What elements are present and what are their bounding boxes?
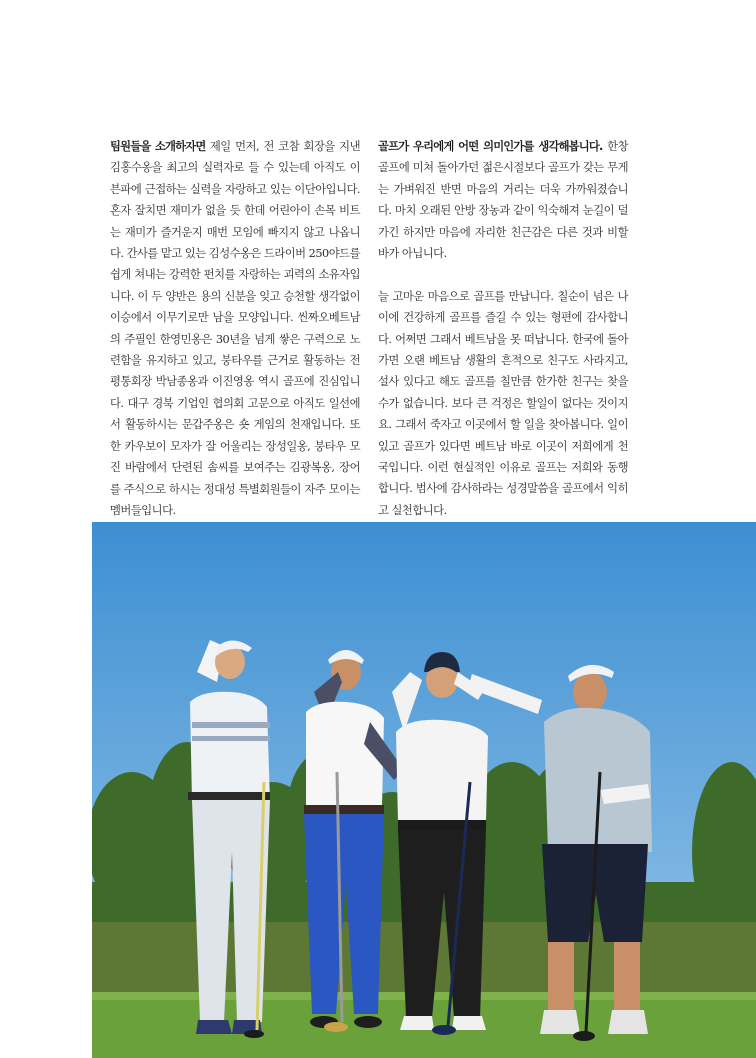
right-body-text-1: 한창 골프에 미쳐 돌아가던 젊은시절보다 골프가 갖는 무게는 가벼워진 반면 마음의 거리는 더욱 가까워졌습니다. 마치 오래된 안방 장농과 같이 익숙해져 눈길이 덜 가긴 하지만 마음에 자리한 친근감은 다른 것과 비할 바가 아닙니다. bbox=[378, 140, 628, 261]
golfers-photo-illustration bbox=[92, 522, 756, 1058]
right-lead-text: 골프가 우리에게 어떤 의미인가를 생각해봅니다. bbox=[378, 140, 603, 153]
golfers-photo bbox=[92, 522, 756, 1058]
article-left-column bbox=[110, 136, 360, 521]
left-body-text: 제일 먼저, 전 코참 회장을 지낸 김홍수옹을 최고의 실력자로 들 수 있는데 아직도 이븐파에 근접하는 실력을 자랑하고 있는 이단아입니다. 혼자 잘치면 재미가 없을 듯 한데 어린아이 손목 비트는 재미가 즐거운지 매번 모임에 빠지지 않고 나옵니다. 간사를 맡고 있는 김성수옹은 드라이버 250야드를 쉽게 쳐내는 강력한 펀치를 자랑하는 괴력의 소유자입니다. 이 두 양반은 용의 신분을 잊고 승천할 생각없이 이승에서 이무기로만 남을 모양입니다. 씬짜오베트남의 주필인 한영민옹은 30년을 넘게 쌓은 구력으로 노련함을 유지하고 있고, 붕타우를 근거로 활동하는 전 평통회장 박남종옹과 이진영옹 역시 골프에 진심입니다. 대구 경북 기업인 협의회 고문으로 아직도 일선에서 활동하시는 문갑주옹은 숏 게임의 천재입니다. 또한 카우보이 모자가 잘 어울리는 장성일옹, 붕타우 모진 바람에서 단련된 솜씨를 보여주는 김광복옹, 장어를 주식으로 하시는 정대성 특별회원들이 자주 모이는 멤버들입니다. bbox=[110, 140, 361, 517]
article-right-column bbox=[378, 136, 628, 521]
left-lead-text: 팀원들을 소개하자면 bbox=[110, 140, 206, 153]
right-body-text-2: 늘 고마운 마음으로 골프를 만납니다. 칠순이 넘은 나이에 건강하게 골프를 즐길 수 있는 형편에 감사합니다. 어쩌면 그래서 베트남을 못 떠납니다. 한국에 돌아가면 오랜 베트남 생활의 흔적으로 친구도 사라지고, 설사 있다고 해도 골프를 칠만큼 한가한 친구는 찾을 수가 없습니다. 보다 큰 걱정은 할일이 없다는 것이지요. 그래서 죽자고 이곳에서 할 일을 찾아봅니다. 일이 있고 골프가 있다면 베트남 바로 이곳이 저희에게 천국입니다. 이런 현실적인 이유로 골프는 저희와 동행합니다. 범사에 감사하라는 성경말씀을 골프에서 익히고 실천합니다. bbox=[378, 289, 628, 517]
right-paragraph-2 bbox=[378, 286, 628, 521]
right-paragraph-1 bbox=[378, 136, 628, 264]
left-paragraph bbox=[110, 136, 360, 521]
